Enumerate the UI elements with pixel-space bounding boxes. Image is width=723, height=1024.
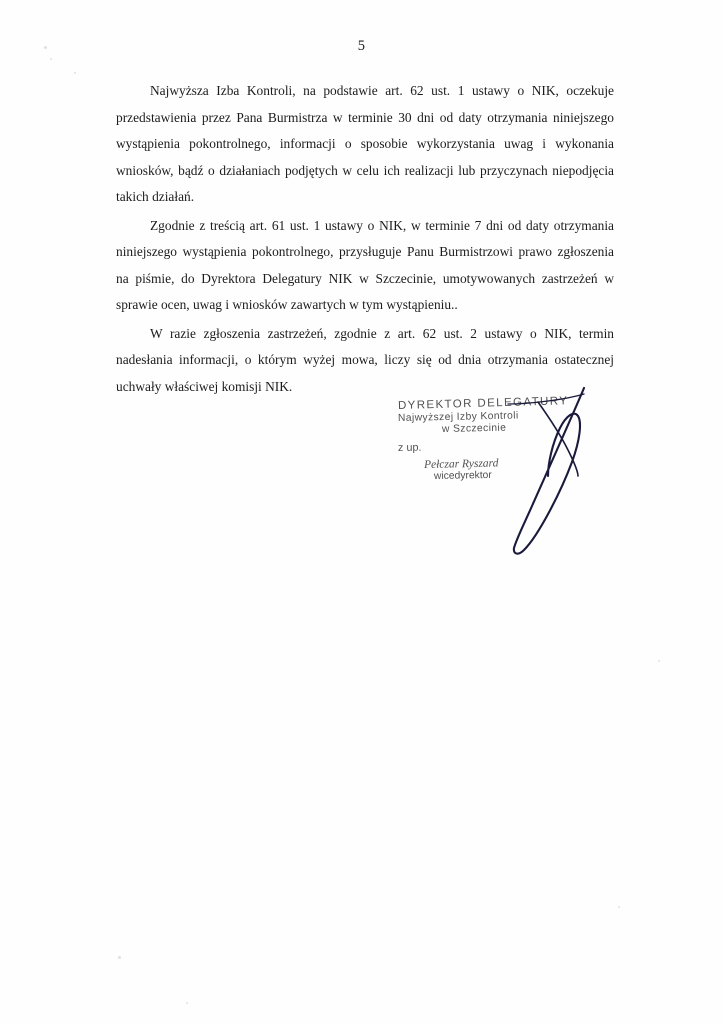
official-stamp <box>397 395 628 482</box>
signature-block <box>397 395 698 580</box>
scan-speckle <box>618 906 620 908</box>
paragraph-1: Najwyższa Izba Kontroli, na podstawie art. 62 ust. 1 ustawy o NIK, oczekuje przedstawienia przez Pana Burmistrza w terminie 30 dni od daty otrzymania niniejszego wystąpienia pokontrolnego, informacji o sposobie wykorzystania uwag i wykonania wniosków, bądź o działaniach podjętych w celu ich realizacji lub przyczynach niepodjęcia takich działań. <box>116 83 614 204</box>
stamp-city: w Szczecinie <box>441 422 507 435</box>
scan-speckle <box>74 72 76 74</box>
stamp-on-behalf: z up. <box>397 441 422 454</box>
document-body <box>116 78 614 400</box>
stamp-institution: Najwyższej Izby Kontroli <box>397 410 519 424</box>
page-number: 5 <box>357 38 366 54</box>
paragraph-2: Zgodnie z treścią art. 61 ust. 1 ustawy o NIK, w terminie 7 dni od daty otrzymania niniejszego wystąpienia pokontrolnego, przysługuje Panu Burmistrzowi prawo zgłoszenia na piśmie, do Dyrektora Delegatury NIK w Szczecinie, umotywowanych zastrzeżeń w sprawie ocen, uwag i wniosków zawartych w tym wystąpieniu.. <box>116 217 614 312</box>
stamp-signer-role: wicedyrektor <box>433 469 492 482</box>
scan-speckle <box>50 58 52 60</box>
scan-speckle <box>658 660 660 662</box>
stamp-title: DYREKTOR DELEGATURY <box>397 395 569 412</box>
paragraph-3: W razie zgłoszenia zastrzeżeń, zgodnie z art. 62 ust. 2 ustawy o NIK, termin nadesłania informacji, o którym wyżej mowa, liczy się od dnia otrzymania ostatecznej uchwały właściwej komisji NIK. <box>116 325 614 394</box>
scan-speckle <box>186 1002 188 1004</box>
scan-speckle <box>118 956 121 959</box>
stamp-signer-name: Pełczar Ryszard <box>423 457 499 471</box>
